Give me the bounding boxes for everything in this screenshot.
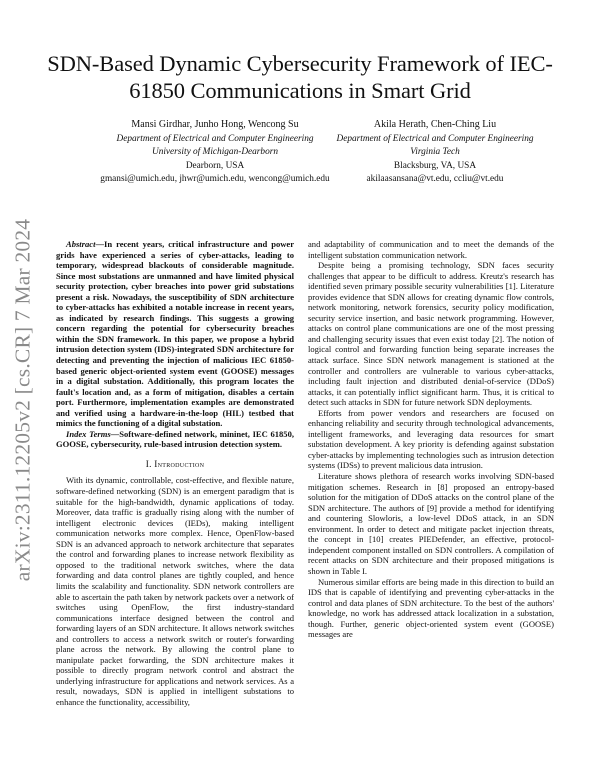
author-department: Department of Electrical and Computer Engineering bbox=[336, 133, 534, 144]
paper-title: SDN-Based Dynamic Cybersecurity Framework of IEC-61850 Communications in Smart Grid bbox=[47, 51, 553, 103]
abstract bbox=[56, 239, 294, 429]
left-column bbox=[56, 239, 294, 708]
right-column bbox=[308, 239, 554, 640]
body-paragraph-continued: and adaptability of communication and to meet the demands of the intelligent substation communication network. bbox=[308, 239, 554, 260]
body-paragraph: Efforts from power vendors and researchers are focused on enhancing reliability and security through technological advancements, intelligent frameworks, and leveraging data resources for smart substation development. A key priority is defending against substation cyber-attacks by implementing technologies such as intrusion detection systems (IDSs) to prevent malicious data intrusion. bbox=[308, 407, 554, 471]
author-emails: gmansi@umich.edu, jhwr@umich.edu, wencong@umich.edu bbox=[100, 174, 330, 184]
author-location: Dearborn, USA bbox=[185, 160, 245, 171]
body-paragraph: Literature shows plethora of research works involving SDN-based mitigation schemes. Research in [8] proposed an entropy-based solution for the mitigation of DDoS attacks on the control plane of the SDN architecture. The authors of [9] provide a method for identifying and countering Slowloris, a low-level DDoS attack, in an SDN environment. In order to detect and mitigate packet injection threats, the concept in [10] creates PIEDefender, an effective, protocol-independent component installed on SDN controllers. A compilation of recent attacks on SDN architecture and their proposed mitigations is shown in Table I. bbox=[308, 471, 554, 576]
section-heading bbox=[56, 459, 294, 470]
author-university: University of Michigan-Dearborn bbox=[151, 147, 278, 157]
index-terms bbox=[56, 429, 294, 450]
arxiv-stamp: arXiv:2311.12205v2 [cs.CR] 7 Mar 2024 bbox=[10, 218, 35, 582]
body-paragraph: Numerous similar efforts are being made in this direction to build an IDS that is capable of identifying and preventing cyber-attacks in the control and data planes of SDN architecture. To the best of the authors' knowledge, no work has addressed attack localization in a substation, though. Further, generic object-oriented system event (GOOSE) messages are bbox=[308, 576, 554, 640]
author-block-virginia-tech bbox=[320, 118, 550, 187]
abstract-text: —In recent years, critical infrastructure and power grids have experienced a series of cyber-attacks, leading to temporary, widespread blackouts of considerable magnitude. Since most substations are unmanned and have limited physical security protection, cyber breaches into power grid substations present a risk. Nowadays, the susceptibility of SDN architecture to cyber-attacks has exhibited a notable increase in recent years, as indicated by research findings. This suggests a growing concern regarding the potential for cybersecurity breaches within the SDN framework. In this paper, we propose a hybrid intrusion detection system (IDS)-integrated SDN architecture for detecting and preventing the injection of malicious IEC 61850-based generic object-oriented system event (GOOSE) messages in a digital substation. Additionally, this program locates the fault's location and, as a form of mitigation, disables a certain port. Furthermore, implementation examples are demonstrated and verified using a hardware-in-the-loop (HIL) testbed that mimics the functioning of a digital substation. bbox=[56, 239, 294, 429]
index-terms-lead: Index Terms bbox=[66, 428, 111, 439]
abstract-lead: Abstract bbox=[66, 239, 96, 249]
body-paragraph: With its dynamic, controllable, cost-effective, and flexible nature, software-defined networking (SDN) is an emergent paradigm that is suitable for the high-bandwidth, dynamic applications of today. Moreover, data traffic is gradually rising along with the number of intelligent electronic devices (IEDs), making intelligent communication networks more complex. Hence, OpenFlow-based SDN is an advanced approach to network architecture that separates the control and forwarding planes to increase network flexibility as opposed to the traditional network switches, where the data forwarding and data control planes are tightly coupled, and hence limits the scalability and functionality. SDN network controllers are able to ascertain the path taken by network packets over a network of switches using OpenFlow, the first industry-standard communications interface designed between the control and forwarding layers of an SDN architecture. It allows network switches and controllers to access a network switch or router's forwarding plane across the network. By allowing the control plane to manipulate packet forwarding, the SDN architecture makes it possible to directly program network control and abstract the underlying infrastructure for applications and network services. As a result, nowadays, SDN is applied in intelligent substations to enhance the functionality, accessibility, bbox=[56, 475, 294, 707]
index-terms-text: —Software-defined network, mininet, IEC 61850, GOOSE, cybersecurity, rule-based intrusion detection system. bbox=[56, 428, 294, 450]
author-emails: akilaasansana@vt.edu, ccliu@vt.edu bbox=[366, 174, 504, 184]
author-block-michigan bbox=[80, 118, 350, 187]
body-paragraph: Despite being a promising technology, SDN faces security challenges that appear to be difficult to address. Kreutz's research has identified seven primary possible security vulnerabilities [1]. Literature provides evidence that SDN allows for creating dynamic flow controls, network monitoring, network forensics, security policy modification, security service insertion, and basic network programming. However, attacks on control plane communications are one of the most pressing and challenging security issues that even exist today [2]. The notion of logical control and forwarding function being separate increases the attack surface. Since SDN network management is stationed at the controller and controllers are vulnerable to various cyber-attacks, including fault injection and distributed denial-of-service (DDoS) attacks, it can potentially inflict significant harm. Thus, it is critical to detect such attacks in SDN for future network SDN deployments. bbox=[308, 260, 554, 408]
author-location: Blacksburg, VA, USA bbox=[393, 160, 477, 171]
author-names: Mansi Girdhar, Junho Hong, Wencong Su bbox=[131, 119, 299, 130]
author-university: Virginia Tech bbox=[410, 147, 460, 157]
author-names: Akila Herath, Chen-Ching Liu bbox=[373, 119, 497, 130]
author-department: Department of Electrical and Computer Engineering bbox=[116, 133, 314, 144]
section-title: Introduction bbox=[154, 458, 205, 469]
section-number: I. bbox=[145, 458, 152, 469]
arxiv-sidebar bbox=[10, 210, 36, 590]
